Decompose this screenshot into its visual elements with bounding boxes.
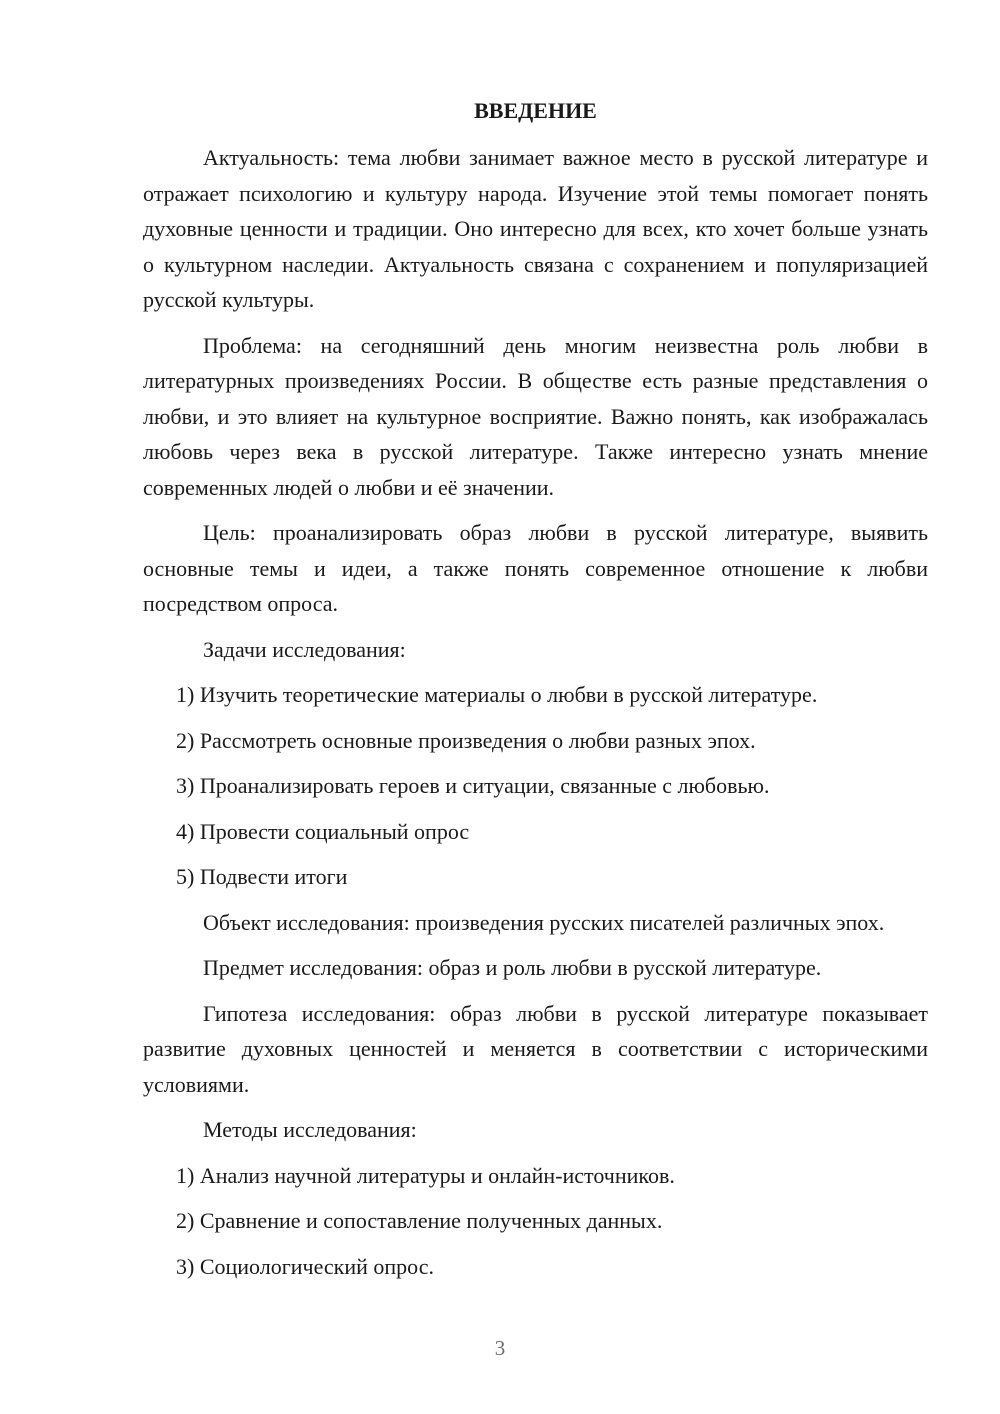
hypothesis-paragraph: Гипотеза исследования: образ любви в русской литературе показывает развитие духовных ценностей и меняется в соответствии с историческими условиями.	[143, 1000, 928, 1097]
method-item-3: 3) Социологический опрос.	[176, 1253, 434, 1279]
section-heading: ВВЕДЕНИЕ	[474, 98, 597, 123]
subject-paragraph: Предмет исследования: образ и роль любви в русской литературе.	[203, 955, 822, 980]
task-item-5: 5) Подвести итоги	[176, 864, 348, 889]
method-item-2: 2) Сравнение и сопоставление полученных данных.	[176, 1208, 663, 1233]
problem-paragraph: Проблема: на сегодняшний день многим неизвестна роль любви в литературных произведениях России. В обществе есть разные представления о любви, и это влияет на культурное восприятие. Важно понять, как изображалась любовь через века в русской литературе. Также интересно узнать мнение современных людей о любви и её значении.	[143, 332, 928, 500]
object-paragraph: Объект исследования: произведения русских писателей различных эпох.	[203, 909, 885, 935]
task-item-4: 4) Провести социальный опрос	[176, 818, 470, 844]
relevance-paragraph: Актуальность: тема любви занимает важное место в русской литературе и отражает психологию и культуру народа. Изучение этой темы помогает понять духовные ценности и традиции. Оно интересно для всех, кто хочет больше узнать о культурном наследии. Актуальность связана с сохранением и популяризацией русской культуры.	[143, 145, 928, 312]
goal-paragraph: Цель: проанализировать образ любви в русской литературе, выявить основные темы и идеи, а также понять современное отношение к любви посредством опроса.	[143, 520, 928, 616]
methods-label: Методы исследования:	[203, 1117, 417, 1142]
page-content	[143, 93, 928, 1294]
task-item-3: 3) Проанализировать героев и ситуации, связанные с любовью.	[176, 773, 770, 798]
task-item-1: 1) Изучить теоретические материалы о любви в русской литературе.	[176, 682, 818, 707]
page-number: 3	[494, 1336, 506, 1360]
tasks-label: Задачи исследования:	[203, 636, 406, 662]
task-item-2: 2) Рассмотреть основные произведения о любви разных эпох.	[176, 727, 756, 753]
method-item-1: 1) Анализ научной литературы и онлайн-источников.	[176, 1162, 675, 1188]
